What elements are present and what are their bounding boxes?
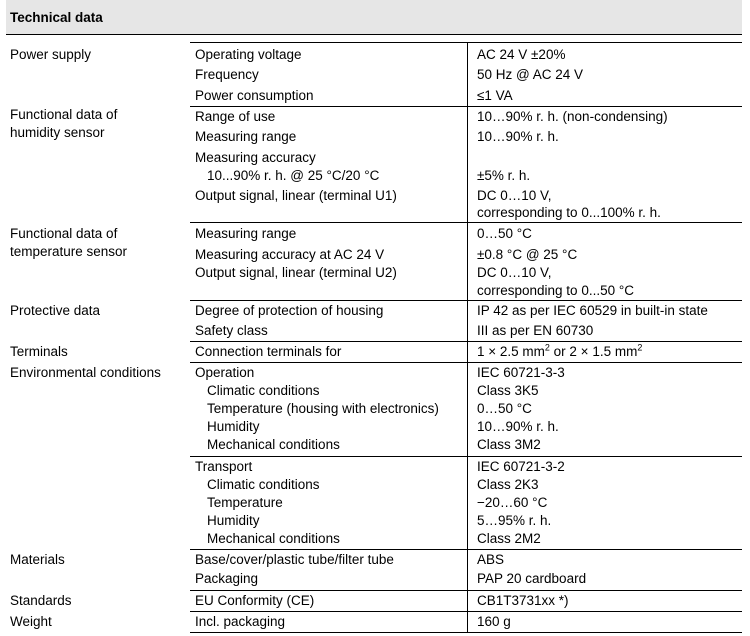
param: EU Conformity (CE): [195, 593, 315, 608]
value: III as per EN 60730: [477, 323, 594, 338]
value: 1 × 2.5 $mm^2$ or 2 × 1.5 $mm^2$: [477, 342, 643, 359]
param: 10...90% r. h. @ 25 °C/20 °C: [207, 168, 380, 183]
value: 10…90% r. h.: [477, 419, 559, 434]
value: 160 g: [477, 614, 511, 629]
value: DC 0…10 V,: [477, 265, 552, 280]
divider: [190, 222, 742, 223]
value: 10…90% r. h. (non-condensing): [477, 109, 668, 124]
value: ≤1 VA: [477, 88, 513, 103]
value: −20…60 °C: [477, 495, 548, 510]
value: CB1T3731xx *): [477, 593, 569, 608]
section-label-environmental: Environmental conditions: [10, 365, 161, 380]
divider: [190, 590, 742, 591]
param: Frequency: [195, 67, 259, 82]
section-label-materials: Materials: [10, 552, 65, 567]
section-label-weight: Weight: [10, 614, 52, 629]
section-label-humidity: Functional data of humidity sensor: [10, 107, 118, 140]
param: Mechanical conditions: [207, 437, 340, 452]
divider: [190, 549, 742, 550]
param: Range of use: [195, 109, 276, 124]
param: Measuring accuracy: [195, 150, 316, 165]
param: Mechanical conditions: [207, 531, 340, 546]
divider: [190, 42, 742, 43]
value: ±0.8 °C @ 25 °C: [477, 247, 578, 262]
param: Base/cover/plastic tube/filter tube: [195, 552, 394, 567]
param: Output signal, linear (terminal U1): [195, 188, 397, 203]
param: Incl. packaging: [195, 614, 286, 629]
column-divider: [467, 42, 468, 632]
param: Climatic conditions: [207, 383, 320, 398]
value: 5…95% r. h.: [477, 513, 552, 528]
value: Class 3M2: [477, 437, 541, 452]
param: Safety class: [195, 323, 268, 338]
divider: [190, 362, 742, 363]
param: Packaging: [195, 571, 259, 586]
divider: [190, 300, 742, 301]
param: Humidity: [207, 419, 260, 434]
param: Connection terminals for: [195, 344, 342, 359]
param: Measuring range: [195, 129, 297, 144]
value: corresponding to 0...100% r. h.: [477, 205, 661, 220]
value: PAP 20 cardboard: [477, 571, 587, 586]
param: Power consumption: [195, 88, 314, 103]
section-label-temperature: Functional data of temperature sensor: [10, 226, 128, 259]
value: 0…50 °C: [477, 226, 532, 241]
value: AC 24 V ±20%: [477, 47, 566, 62]
param: Measuring range: [195, 226, 297, 241]
section-label-protective: Protective data: [10, 303, 101, 318]
value: IEC 60721-3-3: [477, 365, 565, 380]
param: Temperature (housing with electronics): [207, 401, 439, 416]
value: IP 42 as per IEC 60529 in built-in state: [477, 303, 708, 318]
section-label-power-supply: Power supply: [10, 47, 92, 62]
value: Class 2K3: [477, 477, 539, 492]
value: IEC 60721-3-2: [477, 459, 565, 474]
param: Transport: [195, 459, 253, 474]
value: 0…50 °C: [477, 401, 532, 416]
value: 50 Hz @ AC 24 V: [477, 67, 584, 82]
value: ±5% r. h.: [477, 168, 531, 183]
page-title: Technical data: [10, 10, 103, 25]
param: Humidity: [207, 513, 260, 528]
divider: [190, 341, 742, 342]
title-bar: [6, 0, 742, 35]
param: Operating voltage: [195, 47, 302, 62]
param: Measuring accuracy at AC 24 V: [195, 247, 385, 262]
section-label-standards: Standards: [10, 593, 72, 608]
value: ABS: [477, 552, 505, 567]
section-label-terminals: Terminals: [10, 344, 68, 359]
param: Climatic conditions: [207, 477, 320, 492]
divider: [190, 456, 742, 457]
value: DC 0…10 V,: [477, 188, 552, 203]
param: Output signal, linear (terminal U2): [195, 265, 397, 280]
divider: [190, 611, 742, 612]
param: Temperature: [207, 495, 283, 510]
value: 10…90% r. h.: [477, 129, 559, 144]
param: Degree of protection of housing: [195, 303, 384, 318]
divider: [190, 632, 742, 633]
value: corresponding to 0...50 °C: [477, 283, 634, 298]
param: Operation: [195, 365, 255, 380]
value: Class 3K5: [477, 383, 539, 398]
value: Class 2M2: [477, 531, 541, 546]
divider: [190, 106, 742, 107]
